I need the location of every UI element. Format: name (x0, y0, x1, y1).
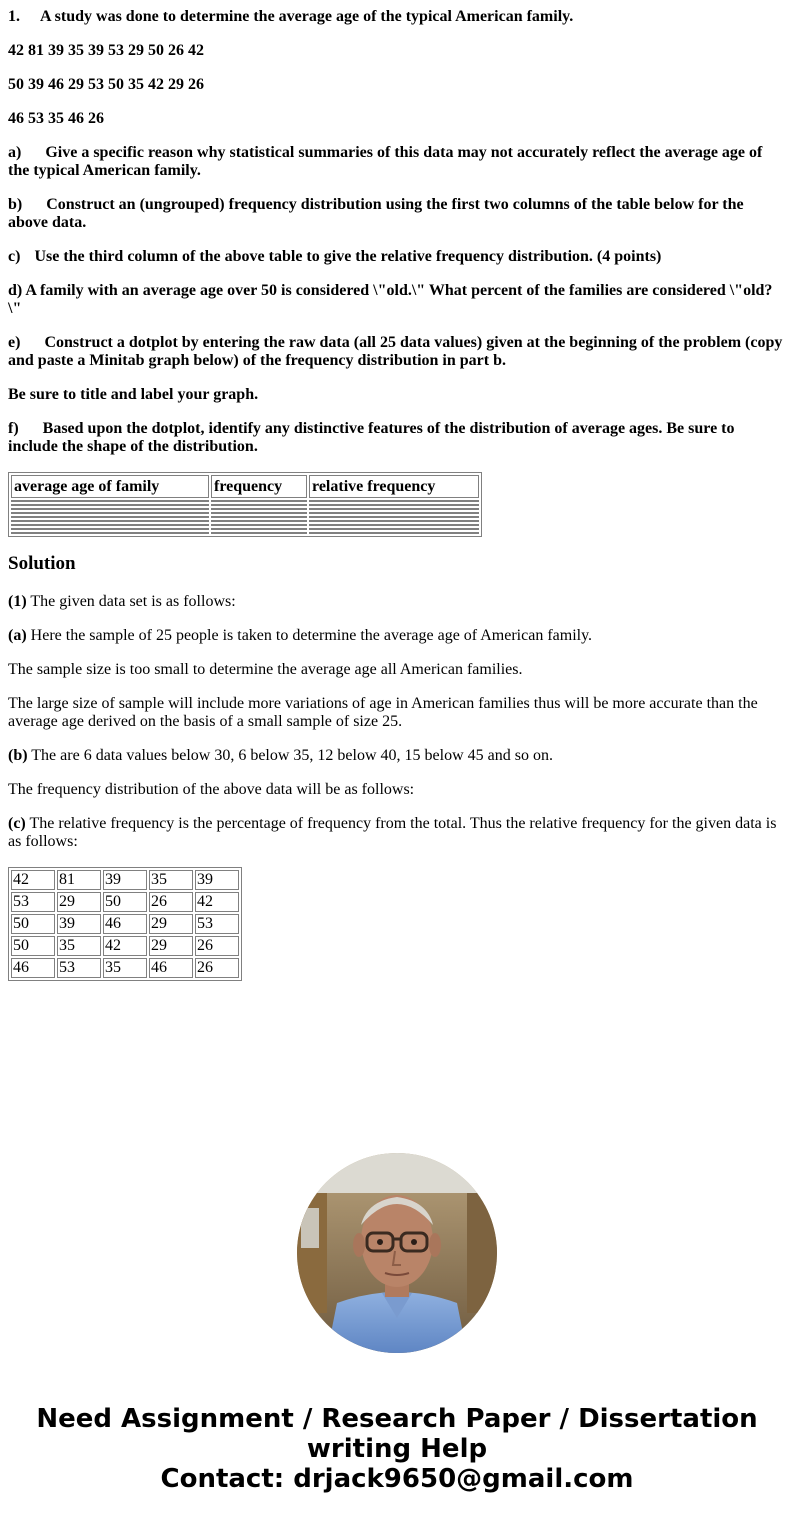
table-cell: 29 (57, 892, 101, 912)
table-cell: 50 (103, 892, 147, 912)
part-a-label: a) (8, 144, 22, 161)
data-line-3: 46 53 35 46 26 (8, 110, 104, 127)
part-d (8, 282, 784, 318)
table-cell: 35 (149, 870, 193, 890)
table-cell: 53 (195, 914, 239, 934)
part-c-label: c) (8, 248, 21, 265)
table-cell: 42 (195, 892, 239, 912)
part-c (8, 248, 784, 266)
part-e (8, 334, 784, 370)
table-row (11, 936, 239, 956)
table-row (11, 524, 479, 526)
data-grid-table (8, 867, 242, 981)
table-cell: 42 (103, 936, 147, 956)
solution-p4: The frequency distribution of the above data will be as follows: (8, 781, 415, 798)
data-line-2: 50 39 46 29 53 50 35 42 29 26 (8, 76, 204, 93)
part-d-label: d) (8, 282, 23, 299)
table-cell: 53 (11, 892, 55, 912)
table-cell: 53 (57, 958, 101, 978)
frequency-table (8, 472, 482, 537)
part-b-label: b) (8, 196, 23, 213)
table-row (11, 532, 479, 534)
part-f-label: f) (8, 420, 19, 437)
header-frequency: frequency (211, 475, 307, 498)
question-number: 1. (8, 8, 20, 25)
table-cell: 39 (103, 870, 147, 890)
solution-pb-label: (b) (8, 747, 28, 764)
table-cell: 46 (103, 914, 147, 934)
table-cell: 50 (11, 936, 55, 956)
solution-pb (8, 747, 784, 765)
solution-pa-text: Here the sample of 25 people is taken to determine the average age of American family. (30, 627, 593, 644)
table-cell: 26 (149, 892, 193, 912)
table-row (11, 500, 479, 502)
solution-heading: Solution (8, 553, 76, 574)
avatar (297, 1153, 497, 1353)
data-line-1: 42 81 39 35 39 53 29 50 26 42 (8, 42, 204, 59)
solution-pa (8, 627, 784, 645)
part-e-label: e) (8, 334, 21, 351)
document (8, 8, 784, 981)
question-block (8, 8, 784, 456)
solution-p2: The sample size is too small to determine the average age all American families. (8, 661, 523, 678)
part-b (8, 196, 784, 232)
solution-pa-label: (a) (8, 627, 27, 644)
table-cell: 46 (149, 958, 193, 978)
part-b-text: Construct an (ungrouped) frequency distribution using the first two columns of the table below for the above data. (8, 196, 744, 231)
part-a (8, 144, 784, 180)
table-row (11, 528, 479, 530)
question-intro (8, 8, 784, 26)
part-e-text: Construct a dotplot by entering the raw data (all 25 data values) given at the beginning of the problem (copy and paste a Minitab graph below) of the frequency distribution in part b. (8, 334, 783, 369)
frequency-table-header (11, 475, 479, 498)
table-row (11, 512, 479, 514)
table-row (11, 870, 239, 890)
table-cell: 46 (11, 958, 55, 978)
table-cell: 81 (57, 870, 101, 890)
solution-p3: The large size of sample will include more variations of age in American families thus will be more accurate than the average age derived on the basis of a small sample of size 25. (8, 695, 758, 730)
header-relative-frequency: relative frequency (309, 475, 479, 498)
table-cell: 29 (149, 914, 193, 934)
table-row (11, 504, 479, 506)
solution-p1 (8, 593, 784, 611)
table-cell: 26 (195, 936, 239, 956)
question-intro-text: A study was done to determine the average age of the typical American family. (40, 8, 574, 25)
solution-pc (8, 815, 784, 851)
header-average-age: average age of family (11, 475, 209, 498)
footer-banner (0, 1404, 794, 1494)
solution-pb-text: The are 6 data values below 30, 6 below 35, 12 below 40, 15 below 45 and so on. (31, 747, 553, 764)
footer-contact[interactable]: Contact: drjack9650@gmail.com (160, 1464, 634, 1494)
table-cell: 26 (195, 958, 239, 978)
table-row (11, 892, 239, 912)
graph-instruction: Be sure to title and label your graph. (8, 386, 259, 403)
footer-line-1: Need Assignment / Research Paper / Dissertation (36, 1404, 758, 1434)
part-c-text: Use the third column of the above table to give the relative frequency distribution. (4 points) (34, 248, 662, 265)
table-row (11, 520, 479, 522)
table-cell: 39 (195, 870, 239, 890)
table-cell: 35 (57, 936, 101, 956)
solution-pc-text: The relative frequency is the percentage of frequency from the total. Thus the relative frequency for the given data is as follows: (8, 815, 777, 850)
table-cell: 39 (57, 914, 101, 934)
table-cell: 35 (103, 958, 147, 978)
table-row (11, 914, 239, 934)
solution-p1-text: The given data set is as follows: (30, 593, 236, 610)
part-a-text: Give a specific reason why statistical summaries of this data may not accurately reflect the average age of the typical American family. (8, 144, 763, 179)
portrait-image (297, 1153, 497, 1353)
table-cell: 42 (11, 870, 55, 890)
table-cell: 50 (11, 914, 55, 934)
part-f-text: Based upon the dotplot, identify any distinctive features of the distribution of average ages. Be sure to include the shape of the distribution. (8, 420, 735, 455)
solution-block (8, 593, 784, 851)
part-d-text: A family with an average age over 50 is considered \"old.\" What percent of the families are considered \"old?\" (8, 282, 773, 317)
table-row (11, 516, 479, 518)
table-row (11, 958, 239, 978)
table-cell: 29 (149, 936, 193, 956)
solution-p1-label: (1) (8, 593, 27, 610)
footer-line-2: writing Help (306, 1434, 488, 1464)
solution-pc-label: (c) (8, 815, 26, 832)
table-row (11, 508, 479, 510)
part-f (8, 420, 784, 456)
